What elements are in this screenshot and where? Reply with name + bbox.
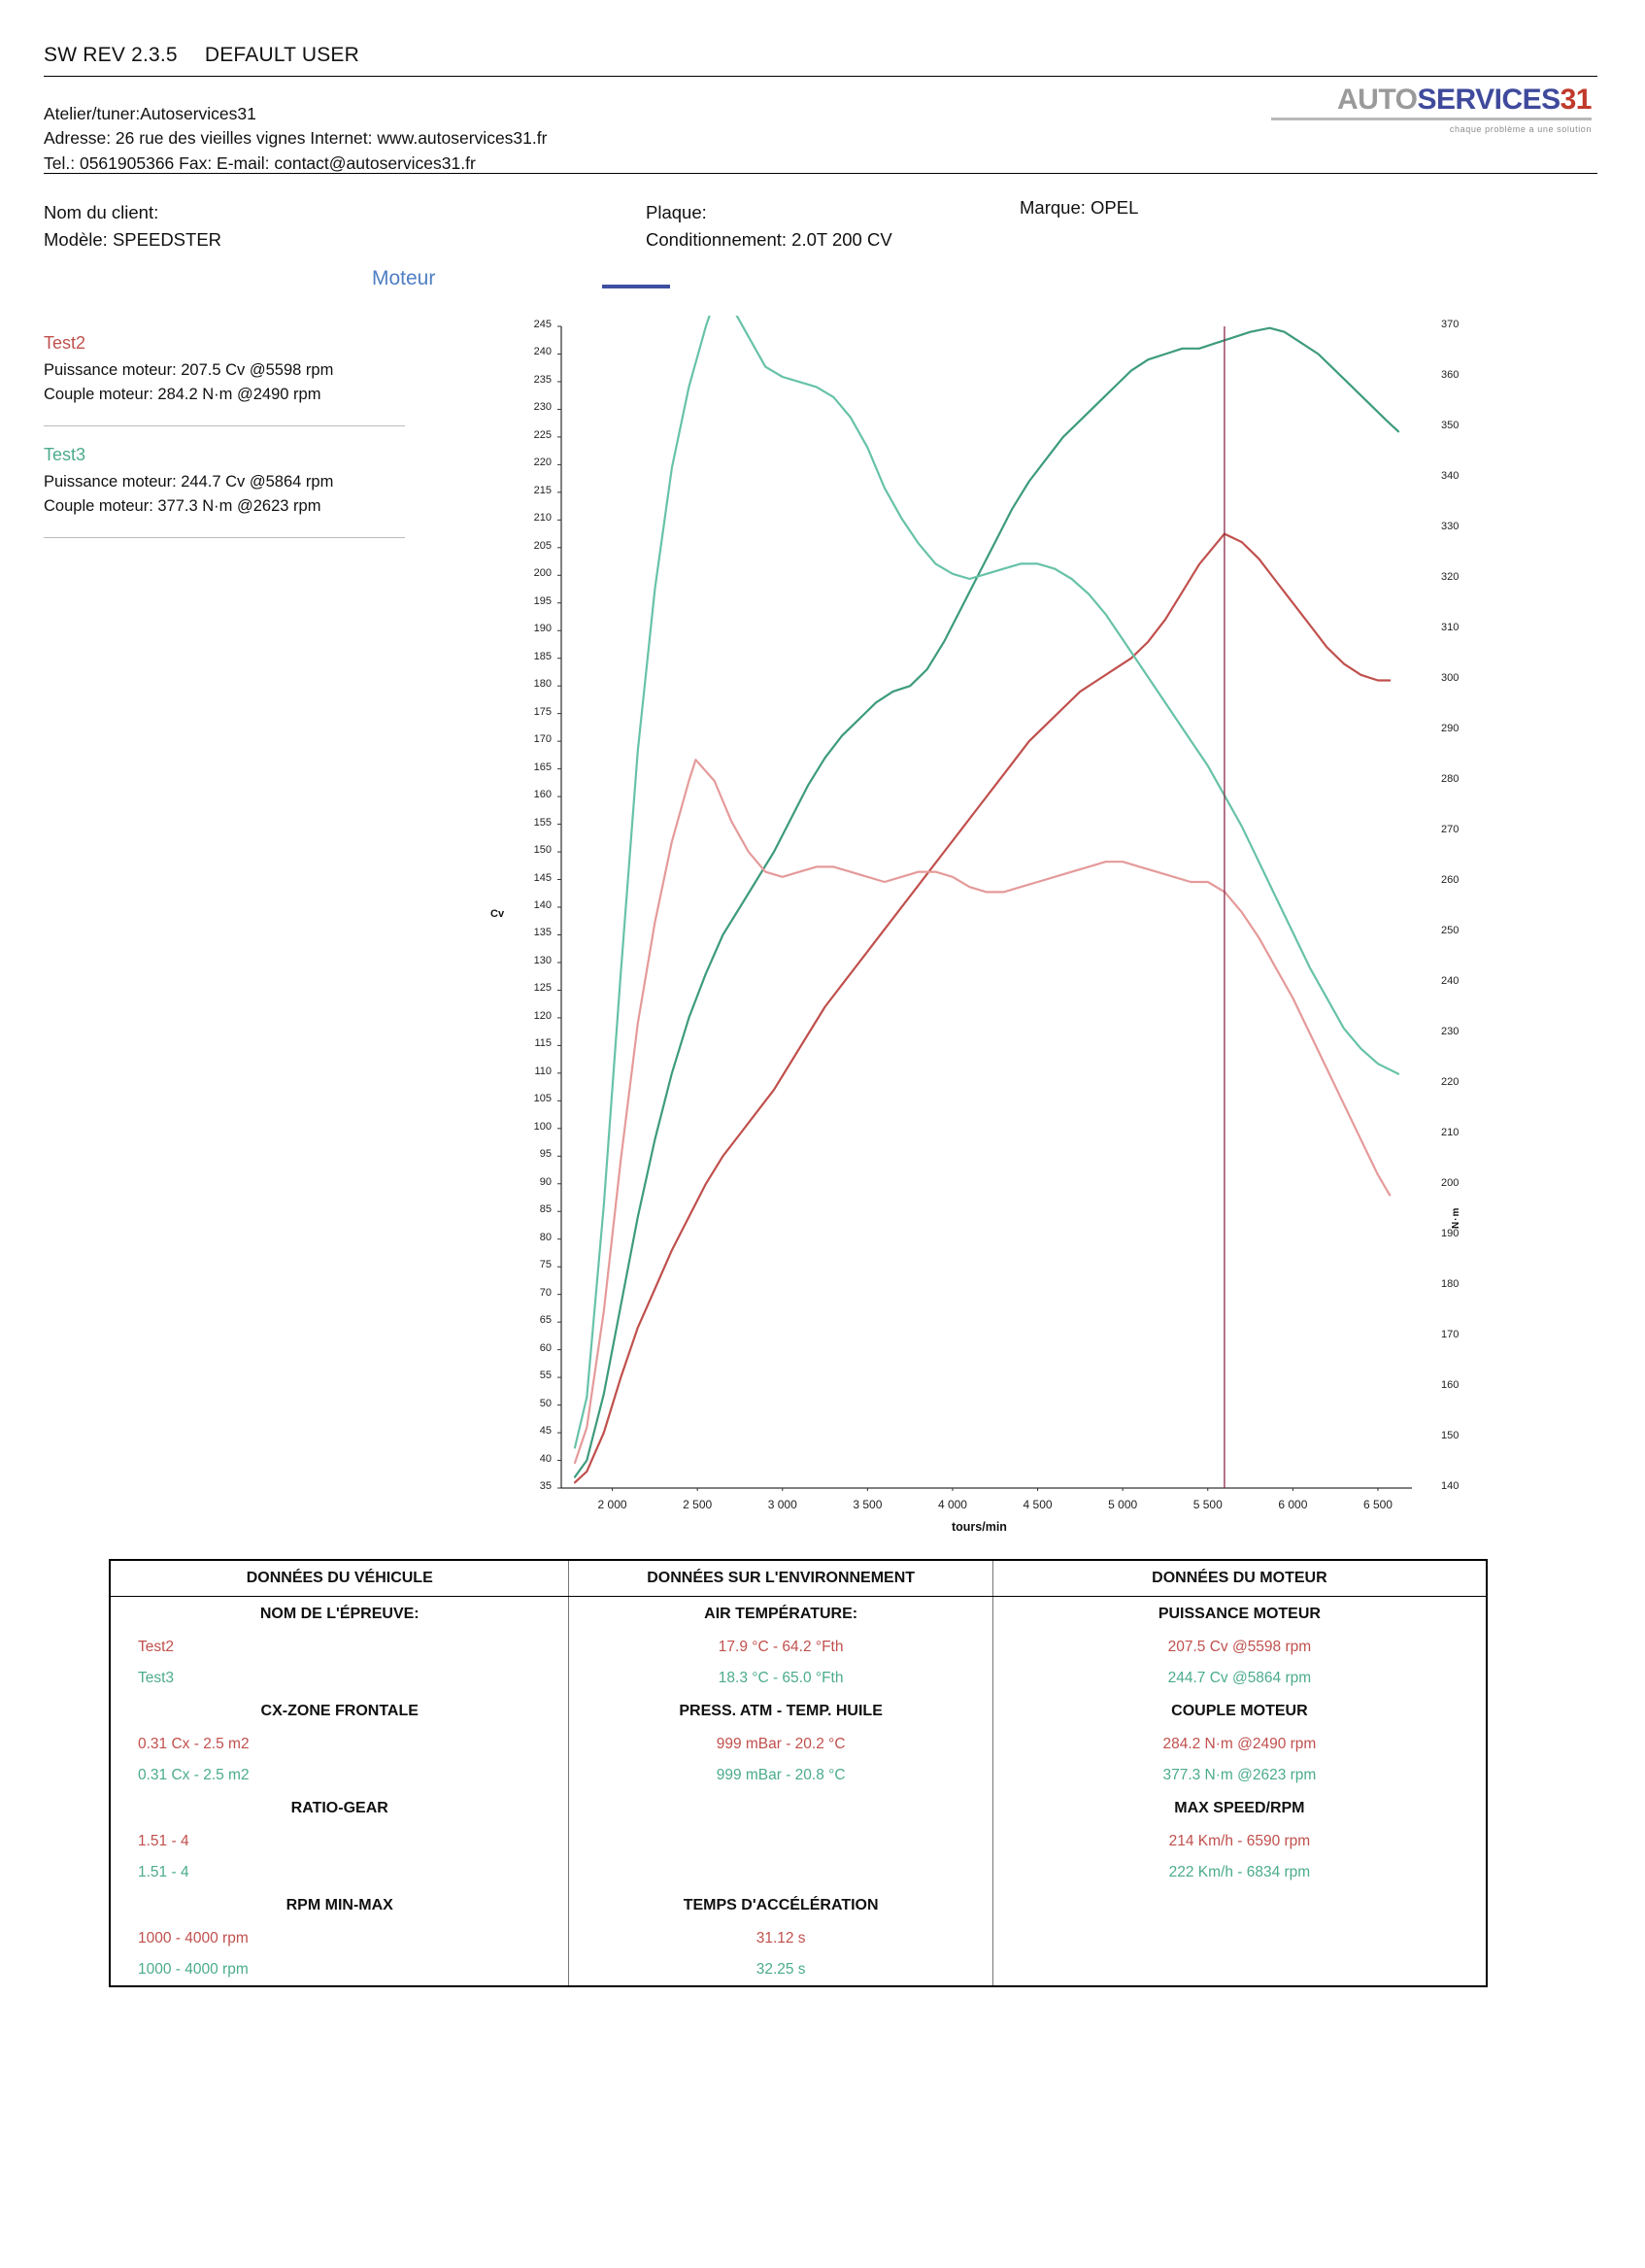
table-section-label: NOM DE L'ÉPREUVE: xyxy=(110,1597,569,1633)
y-tick-left: 170 xyxy=(533,733,552,746)
y-tick-left: 130 xyxy=(533,954,552,966)
table-cell: 31.12 s xyxy=(569,1923,992,1954)
table-cell: 207.5 Cv @5598 rpm xyxy=(1167,1639,1312,1655)
table-section-header xyxy=(110,1694,1487,1729)
x-tick: 2 500 xyxy=(683,1498,713,1511)
header-divider-2 xyxy=(44,173,1597,174)
logo-part-services: SERVICES xyxy=(1417,84,1561,116)
table-cell: 0.31 Cx - 2.5 m2 xyxy=(110,1729,569,1760)
y-tick-left: 35 xyxy=(539,1480,552,1492)
y-tick-left: 230 xyxy=(533,401,552,414)
client-info xyxy=(44,199,221,254)
y-tick-left: 225 xyxy=(533,428,552,441)
marque-label: Marque: OPEL xyxy=(1020,197,1139,218)
x-tick: 5 000 xyxy=(1108,1498,1138,1511)
y-tick-left: 55 xyxy=(539,1370,552,1382)
y-tick-right: 310 xyxy=(1441,622,1460,633)
y-tick-left: 240 xyxy=(533,346,552,358)
y-tick-left: 85 xyxy=(539,1203,552,1216)
table-cell: 32.25 s xyxy=(569,1954,992,1986)
test-name: Test2 xyxy=(44,333,86,353)
y-axis-label-right: N·m xyxy=(1451,1206,1461,1229)
table-section-header xyxy=(110,1597,1487,1633)
sw-version-label: SW REV 2.3.5 xyxy=(44,44,178,66)
y-tick-right: 260 xyxy=(1441,874,1460,886)
y-tick-right: 240 xyxy=(1441,975,1460,987)
table-row xyxy=(110,1923,1487,1954)
test-power: Puissance moteur: 207.5 Cv @5598 rpm xyxy=(44,361,334,379)
table-section-label xyxy=(992,1888,1487,1923)
model-label: Modèle: SPEEDSTER xyxy=(44,228,222,250)
table-section-label xyxy=(569,1791,992,1826)
shop-contact: Tel.: 0561905366 Fax: E-mail: contact@autoservices31.fr xyxy=(44,152,476,173)
y-tick-left: 135 xyxy=(533,927,552,939)
autoservices31-logo xyxy=(1271,85,1592,134)
y-tick-right: 190 xyxy=(1441,1228,1460,1239)
table-row xyxy=(110,1729,1487,1760)
table-cell: 222 Km/h - 6834 rpm xyxy=(1168,1864,1311,1880)
y-tick-right: 250 xyxy=(1441,925,1460,936)
logo-bar xyxy=(1271,118,1592,120)
x-tick: 2 000 xyxy=(597,1498,627,1511)
table-section-label: MAX SPEED/RPM xyxy=(1174,1800,1305,1816)
table-section-label: COUPLE MOTEUR xyxy=(1171,1703,1308,1719)
y-tick-right: 270 xyxy=(1441,824,1460,835)
table-section-header xyxy=(110,1791,1487,1826)
y-tick-left: 80 xyxy=(539,1231,552,1243)
plaque-label: Plaque: xyxy=(646,202,707,222)
y-tick-left: 160 xyxy=(533,789,552,801)
table-header-row xyxy=(110,1560,1487,1597)
table-section-label: TEMPS D'ACCÉLÉRATION xyxy=(569,1888,992,1923)
y-tick-right: 320 xyxy=(1441,571,1460,583)
shop-tuner: Atelier/tuner:Autoservices31 xyxy=(44,104,256,123)
y-tick-left: 95 xyxy=(539,1148,552,1161)
header-divider-1 xyxy=(44,76,1597,77)
x-axis-label: tours/min xyxy=(952,1520,1007,1534)
y-tick-left: 155 xyxy=(533,816,552,829)
table-header-cell: DONNÉES DU MOTEUR xyxy=(992,1560,1487,1597)
table-cell xyxy=(992,1954,1487,1986)
table-section-header xyxy=(110,1888,1487,1923)
x-tick: 5 500 xyxy=(1192,1498,1223,1511)
table-cell: 18.3 °C - 65.0 °Fth xyxy=(569,1663,992,1694)
y-tick-left: 90 xyxy=(539,1175,552,1188)
x-tick: 3 000 xyxy=(767,1498,797,1511)
y-tick-left: 180 xyxy=(533,678,552,691)
y-tick-right: 140 xyxy=(1441,1480,1460,1492)
y-tick-left: 75 xyxy=(539,1259,552,1271)
y-tick-left: 115 xyxy=(534,1037,552,1050)
y-axis-label-left: Cv xyxy=(490,908,505,920)
y-tick-right: 300 xyxy=(1441,672,1460,684)
logo-text xyxy=(1271,85,1592,115)
test-summary-test2 xyxy=(44,330,333,407)
y-tick-left: 190 xyxy=(533,623,552,635)
x-tick: 4 500 xyxy=(1023,1498,1053,1511)
y-tick-right: 230 xyxy=(1441,1026,1460,1037)
y-tick-left: 50 xyxy=(539,1397,552,1409)
y-tick-left: 195 xyxy=(533,594,552,607)
test-divider-2 xyxy=(44,537,405,538)
table-cell: 377.3 N·m @2623 rpm xyxy=(1162,1767,1317,1783)
y-tick-right: 280 xyxy=(1441,773,1460,785)
logo-part-31: 31 xyxy=(1560,84,1592,116)
table-cell: 214 Km/h - 6590 rpm xyxy=(1168,1833,1311,1849)
table-cell: 1.51 - 4 xyxy=(110,1857,569,1888)
chart-legend-swatch xyxy=(602,285,670,288)
client-name-label: Nom du client: xyxy=(44,202,159,222)
x-tick: 6 500 xyxy=(1362,1498,1393,1511)
table-section-label: PUISSANCE MOTEUR xyxy=(1158,1606,1321,1622)
y-tick-right: 360 xyxy=(1441,369,1460,381)
y-tick-left: 245 xyxy=(533,319,552,330)
y-tick-left: 120 xyxy=(533,1009,552,1022)
y-tick-left: 140 xyxy=(533,899,552,911)
test-power: Puissance moteur: 244.7 Cv @5864 rpm xyxy=(44,473,334,491)
table-cell: 17.9 °C - 64.2 °Fth xyxy=(569,1632,992,1663)
table-cell: 999 mBar - 20.8 °C xyxy=(569,1760,992,1791)
table-cell: 999 mBar - 20.2 °C xyxy=(569,1729,992,1760)
y-tick-right: 210 xyxy=(1441,1127,1460,1138)
y-tick-left: 175 xyxy=(533,705,552,718)
chart-title: Moteur xyxy=(372,267,436,289)
x-tick: 6 000 xyxy=(1278,1498,1308,1511)
plate-info xyxy=(646,199,892,254)
table-header-cell: DONNÉES SUR L'ENVIRONNEMENT xyxy=(569,1560,992,1597)
conditionnement-label: Conditionnement: 2.0T 200 CV xyxy=(646,228,892,250)
y-tick-left: 145 xyxy=(533,871,552,884)
y-tick-left: 205 xyxy=(533,539,552,552)
y-tick-left: 45 xyxy=(539,1425,552,1438)
table-section-label: RATIO-GEAR xyxy=(110,1791,569,1826)
y-tick-left: 60 xyxy=(539,1341,552,1354)
y-tick-left: 125 xyxy=(533,982,552,995)
table-section-label: PRESS. ATM - TEMP. HUILE xyxy=(569,1694,992,1729)
y-tick-left: 110 xyxy=(534,1065,552,1077)
logo-part-auto: AUTO xyxy=(1337,84,1418,116)
y-tick-left: 100 xyxy=(533,1120,552,1133)
y-tick-left: 185 xyxy=(533,650,552,662)
table-cell: 244.7 Cv @5864 rpm xyxy=(1167,1670,1312,1686)
table-cell: Test2 xyxy=(110,1632,569,1663)
table-cell: Test3 xyxy=(110,1663,569,1694)
y-tick-left: 215 xyxy=(533,484,552,496)
table-cell: 1.51 - 4 xyxy=(110,1826,569,1857)
table-cell: 284.2 N·m @2490 rpm xyxy=(1162,1736,1317,1752)
y-tick-right: 340 xyxy=(1441,470,1460,482)
table-row xyxy=(110,1760,1487,1791)
table-row xyxy=(110,1632,1487,1663)
table-row xyxy=(110,1826,1487,1857)
y-tick-left: 210 xyxy=(533,512,552,525)
chart-svg xyxy=(544,316,1418,1491)
table-cell xyxy=(569,1857,992,1888)
y-tick-right: 290 xyxy=(1441,723,1460,734)
y-tick-left: 40 xyxy=(539,1452,552,1465)
y-tick-left: 105 xyxy=(533,1093,552,1105)
table-cell: 1000 - 4000 rpm xyxy=(110,1923,569,1954)
shop-info xyxy=(44,102,547,176)
y-tick-right: 200 xyxy=(1441,1177,1460,1189)
y-tick-right: 180 xyxy=(1441,1278,1460,1290)
dyno-chart xyxy=(544,316,1418,1491)
y-tick-left: 70 xyxy=(539,1286,552,1299)
test-name: Test3 xyxy=(44,445,86,464)
shop-address: Adresse: 26 rue des vieilles vignes Internet: www.autoservices31.fr xyxy=(44,128,548,149)
table-row xyxy=(110,1857,1487,1888)
table-section-label: AIR TEMPÉRATURE: xyxy=(569,1597,992,1633)
y-tick-right: 330 xyxy=(1441,521,1460,532)
y-tick-right: 350 xyxy=(1441,420,1460,431)
test-torque: Couple moteur: 377.3 N·m @2623 rpm xyxy=(44,496,321,515)
y-tick-left: 165 xyxy=(533,761,552,773)
y-tick-left: 220 xyxy=(533,457,552,469)
y-tick-right: 160 xyxy=(1441,1379,1460,1391)
results-table xyxy=(109,1559,1488,1987)
logo-tagline: chaque problème a une solution xyxy=(1449,124,1592,134)
table-row xyxy=(110,1663,1487,1694)
table-cell: 1000 - 4000 rpm xyxy=(110,1954,569,1986)
user-label: DEFAULT USER xyxy=(204,44,360,66)
table-section-label: RPM MIN-MAX xyxy=(110,1888,569,1923)
y-tick-right: 150 xyxy=(1441,1430,1460,1441)
table-header-cell: DONNÉES DU VÉHICULE xyxy=(110,1560,569,1597)
test-divider-1 xyxy=(44,425,405,426)
test-torque: Couple moteur: 284.2 N·m @2490 rpm xyxy=(44,385,321,403)
table-section-label: CX-ZONE FRONTALE xyxy=(110,1694,569,1729)
test-summary-test3 xyxy=(44,442,333,519)
table-row xyxy=(110,1954,1487,1986)
y-tick-left: 150 xyxy=(533,844,552,857)
y-tick-left: 65 xyxy=(539,1314,552,1327)
table-cell xyxy=(992,1923,1487,1954)
app-header xyxy=(44,44,1597,67)
table-cell: 0.31 Cx - 2.5 m2 xyxy=(110,1760,569,1791)
y-tick-right: 220 xyxy=(1441,1076,1460,1088)
y-tick-right: 170 xyxy=(1441,1329,1460,1340)
x-tick: 3 500 xyxy=(853,1498,883,1511)
table-cell xyxy=(569,1826,992,1857)
y-tick-left: 235 xyxy=(533,373,552,386)
x-tick: 4 000 xyxy=(937,1498,967,1511)
y-tick-left: 200 xyxy=(533,567,552,580)
y-tick-right: 370 xyxy=(1441,319,1460,330)
